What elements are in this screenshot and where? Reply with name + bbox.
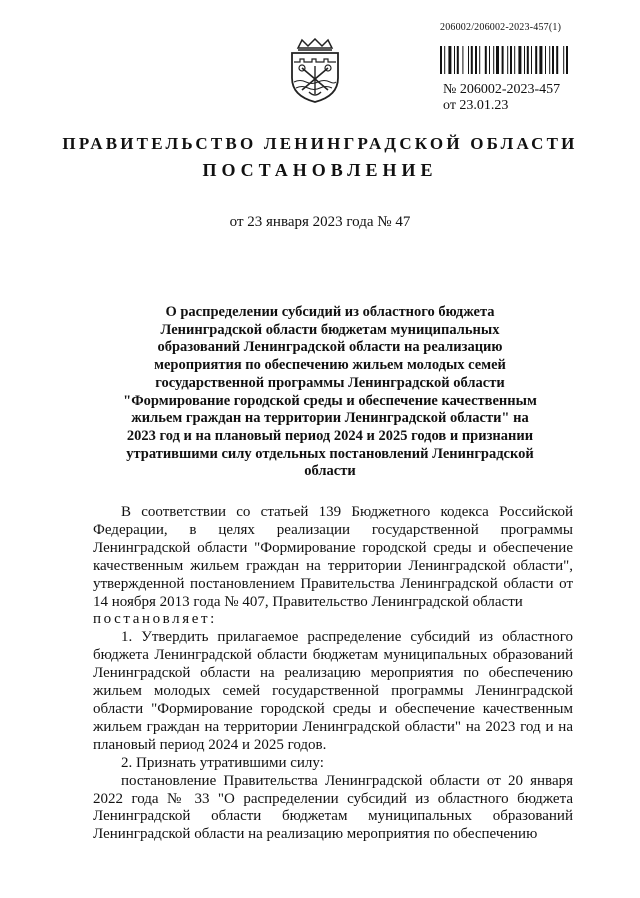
registration-date: от 23.01.23 — [443, 98, 509, 113]
registration-number: № 206002-2023-457 — [443, 82, 561, 97]
document-type: ПОСТАНОВЛЕНИЕ — [202, 160, 438, 180]
resolves-word: постановляет: — [93, 611, 217, 628]
document-reference: 206002/206002-2023-457(1) — [440, 22, 562, 33]
registration-stamp — [443, 82, 560, 114]
barcode-icon — [440, 46, 608, 74]
document-date-number: от 23 января 2023 года № 47 — [229, 214, 411, 230]
document-body — [93, 504, 573, 844]
item-2-paragraph: 2. Признать утратившими силу: — [121, 754, 324, 771]
item-2-subparagraph: постановление Правительства Ленинградской области от 20 января 2022 года № 33 "О распределении субсидий из областного бюджета Ленинградской области бюджетам муниципальных образований Ленинградской области на реализацию мероприятия по обеспечению — [93, 772, 573, 843]
document-title: О распределении субсидий из областного бюджета Ленинградской области бюджетам муниципальных образований Ленинградской области на реализацию мероприятия по обеспечению жильем молодых семей государственной программы Ленинградской области "Формирование городской среды и обеспечение качественным жильем граждан на территории Ленинградской области" на 2023 год и на плановый период 2024 и 2025 годов и признании утратившими силу отдельных постановлений Ленинградской области — [123, 304, 537, 480]
coat-of-arms-icon — [280, 38, 350, 104]
organization-name: ПРАВИТЕЛЬСТВО ЛЕНИНГРАДСКОЙ ОБЛАСТИ — [62, 134, 578, 153]
item-1-paragraph: 1. Утвердить прилагаемое распределение субсидий из областного бюджета Ленинградской области бюджетам муниципальных образований Ленинградской области на реализацию мероприятия по обеспечению жильем молодых семей государственной программы Ленинградской области "Формирование городской среды и обеспечение качественным жильем граждан на территории Ленинградской области" на 2023 год и на плановый период 2024 и 2025 годов. — [93, 629, 573, 753]
preamble-paragraph: В соответствии со статьей 139 Бюджетного кодекса Российской Федерации, в целях реализации государственной программы Ленинградской области "Формирование городской среды и обеспечение качественным жильем граждан на территории Ленинградской области", утвержденной постановлением Правительства Ленинградской области от 14 ноября 2013 года № 407, Правительство Ленинградской области — [93, 504, 573, 610]
